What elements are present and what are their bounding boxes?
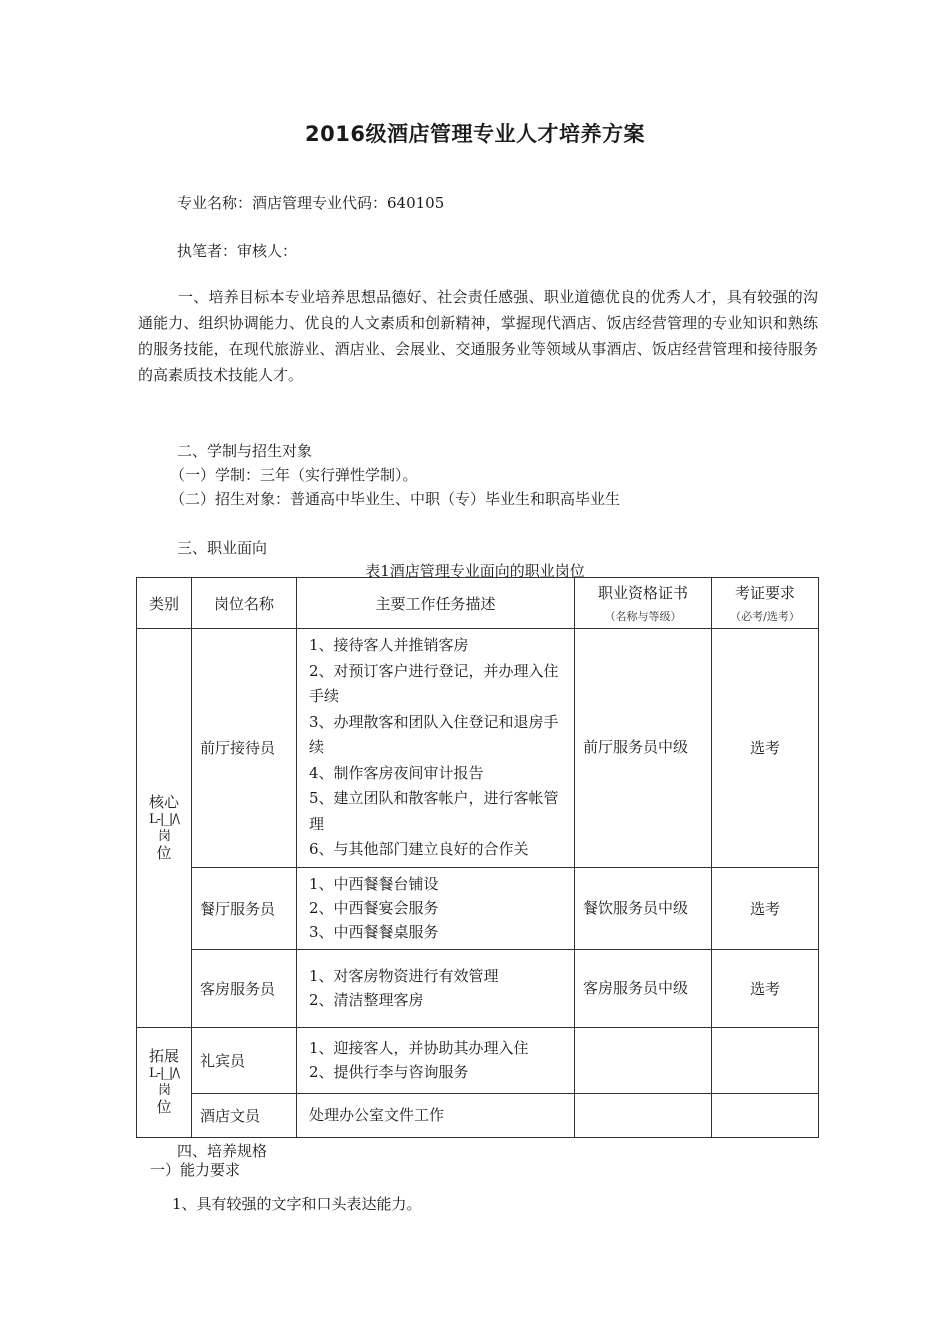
document-title: 2016级酒店管理专业人才培养方案 [305, 122, 645, 146]
section2-item-duration: （一）学制：三年（实行弹性学制）。 [170, 466, 418, 484]
category-extension-top: 拓展 [148, 1047, 179, 1065]
task-item: 3、中西餐餐桌服务 [309, 923, 439, 941]
header-requirement [712, 578, 819, 629]
category-core-mid: L-|_|/\ 岗 [148, 811, 180, 844]
header-cert [575, 578, 712, 629]
requirement-cell: 选考 [712, 629, 819, 868]
cert-cell: 前厅服务员中级 [575, 629, 712, 868]
task-item: 1、对客房物资进行有效管理 [309, 967, 499, 985]
header-requirement-sub: （必考/选考） [730, 610, 800, 623]
section2-item-enrollment: （二）招生对象：普通高中毕业生、中职（专）毕业生和职高毕业生 [170, 490, 621, 508]
tasks-cell [297, 1027, 575, 1093]
section3-heading: 三、职业面向 [177, 539, 268, 557]
task-item: 2、提供行李与咨询服务 [309, 1063, 469, 1081]
header-cert-sub: （名称与等级） [604, 610, 682, 623]
task-item: 4、制作客房夜间审计报告 [309, 763, 484, 782]
section4-subheading: 一）能力要求 [150, 1161, 241, 1179]
task-item: 2、清洁整理客房 [309, 991, 424, 1009]
position-cell: 餐厅服务员 [192, 867, 297, 949]
category-core-cell [137, 629, 192, 1028]
task-item: 2、对预订客户进行登记，并办理入住手续 [309, 661, 559, 705]
header-position: 岗位名称 [192, 578, 297, 629]
requirement-cell [712, 1027, 819, 1093]
requirement-cell: 选考 [712, 867, 819, 949]
task-item: 2、中西餐宴会服务 [309, 899, 439, 917]
task-item: 6、与其他部门建立良好的合作关 [309, 840, 529, 858]
cert-cell: 餐饮服务员中级 [575, 867, 712, 949]
task-item: 5、建立团队和散客帐户，进行客帐管理 [309, 789, 559, 833]
position-cell: 酒店文员 [192, 1093, 297, 1137]
table-caption: 表1酒店管理专业面向的职业岗位 [365, 562, 585, 580]
requirement-cell [712, 1093, 819, 1137]
training-objective-paragraph: 一、培养目标本专业培养思想品德好、社会责任感强、职业道德优良的优秀人才，具有较强的沟通能力、组织协调能力、优良的人文素质和创新精神，掌握现代酒店、饭店经营管理的专业知识和熟练的服务技能，在现代旅游业、酒店业、会展业、交通服务业等领域从事酒店、饭店经营管理和接待服务的高素质技术技能人才。 [138, 288, 818, 384]
table-row [137, 867, 819, 949]
header-tasks: 主要工作任务描述 [297, 578, 575, 629]
tasks-cell [297, 867, 575, 949]
table-row [137, 629, 819, 868]
section4-item-1: 1、具有较强的文字和口头表达能力。 [172, 1195, 422, 1213]
task-item: 3、办理散客和团队入住登记和退房手续 [309, 712, 559, 756]
major-info-line: 专业名称：酒店管理专业代码：640105 [177, 194, 445, 212]
header-category: 类别 [137, 578, 192, 629]
task-item: 1、中西餐餐台铺设 [309, 875, 439, 893]
category-extension-mid: L-|_|/\ 岗 [148, 1066, 180, 1098]
requirement-cell: 选考 [712, 949, 819, 1027]
table-header-row [137, 578, 819, 629]
position-cell: 客房服务员 [192, 949, 297, 1027]
table-row [137, 1027, 819, 1093]
category-core-top: 核心 [148, 792, 179, 811]
header-cert-label: 职业资格证书 [597, 584, 688, 602]
position-cell: 前厅接待员 [192, 629, 297, 868]
category-extension-cell [137, 1027, 192, 1137]
author-line: 执笔者：审核人： [177, 242, 298, 260]
table-row [137, 1093, 819, 1137]
task-item: 1、接待客人并推销客房 [309, 636, 469, 654]
position-cell: 礼宾员 [192, 1027, 297, 1093]
cert-cell: 客房服务员中级 [575, 949, 712, 1027]
task-item: 1、迎接客人，并协助其办理入住 [309, 1039, 529, 1057]
header-requirement-label: 考证要求 [734, 584, 795, 602]
task-item: 处理办公室文件工作 [309, 1106, 445, 1124]
tasks-cell [297, 1093, 575, 1137]
category-extension-bottom: 位 [156, 1098, 172, 1116]
career-positions-table [136, 577, 819, 1138]
section4-heading: 四、培养规格 [177, 1142, 268, 1160]
category-core-bottom: 位 [156, 843, 172, 862]
section2-heading: 二、学制与招生对象 [177, 442, 313, 460]
table-row [137, 949, 819, 1027]
tasks-cell [297, 949, 575, 1027]
cert-cell [575, 1027, 712, 1093]
cert-cell [575, 1093, 712, 1137]
tasks-cell [297, 629, 575, 868]
